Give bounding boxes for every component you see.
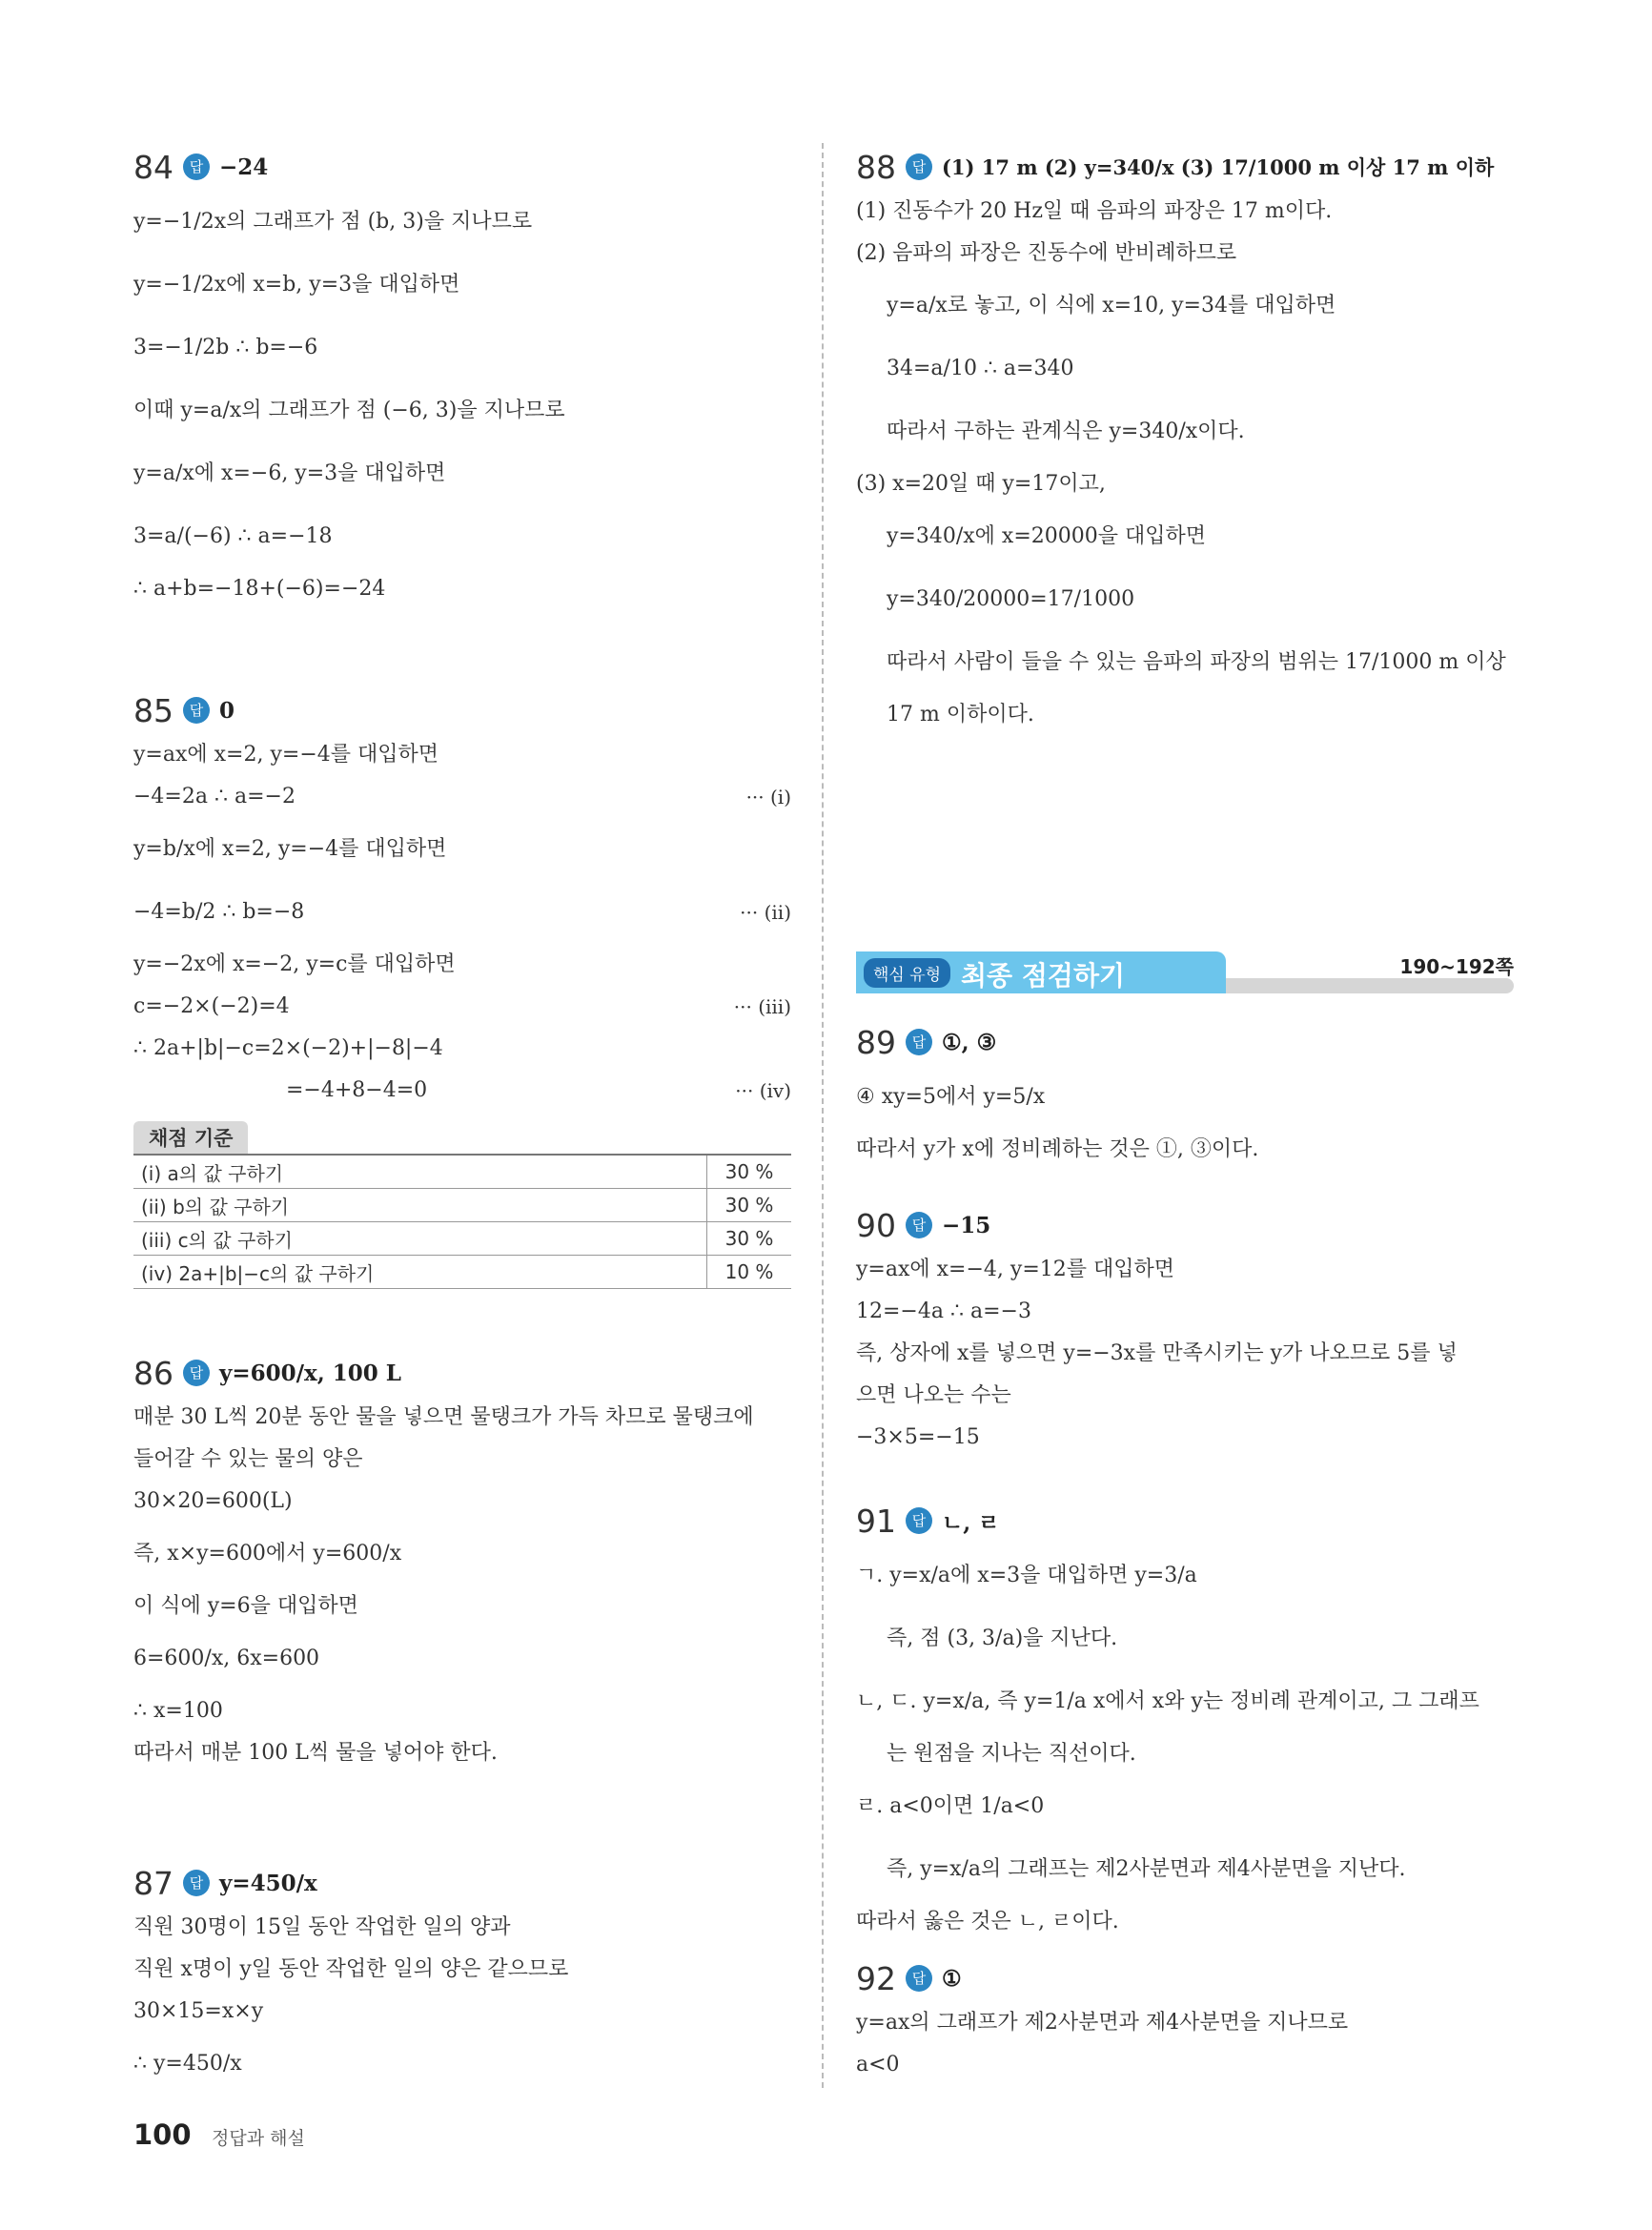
line: a<0 — [856, 2053, 900, 2077]
line: 즉, x×y=600에서 y=600/x — [133, 1542, 402, 1565]
step-tag: ··· (i) — [745, 786, 791, 808]
problem-92 — [856, 1954, 1514, 2086]
line: −3×5=−15 — [856, 1425, 980, 1449]
line-text: =−4+8−4=0 — [286, 1078, 428, 1102]
line: ∴ a+b=−18+(−6)=−24 — [133, 577, 386, 601]
problem-number: 91 — [856, 1502, 896, 1540]
answer: ㄴ, ㄹ — [942, 1509, 1000, 1536]
line: y=−1/2x의 그래프가 점 (b, 3)을 지나므로 — [133, 210, 533, 234]
line: y=340/x에 x=20000을 대입하면 — [887, 524, 1206, 548]
answer: y=600/x, 100 L — [219, 1360, 401, 1386]
line: 30×15=x×y — [133, 1999, 264, 2023]
line: ㄱ. y=x/a에 x=3을 대입하면 y=3/a — [856, 1564, 1197, 1587]
answer: ① — [942, 1965, 962, 1992]
line: 3=−1/2b ∴ b=−6 — [133, 336, 318, 359]
line-text: −4=2a ∴ a=−2 — [133, 785, 296, 808]
line: 6=600/x, 6x=600 — [133, 1647, 320, 1670]
grading-item: (iii) c의 값 구하기 — [133, 1222, 707, 1256]
line: y=−1/2x에 x=b, y=3을 대입하면 — [133, 273, 460, 297]
table-row — [133, 1189, 791, 1222]
step-tag: ··· (iii) — [733, 995, 791, 1018]
line: 는 원점을 지나는 직선이다. — [887, 1742, 1136, 1766]
grading-pct: 30 % — [707, 1189, 792, 1222]
grading-table — [133, 1154, 791, 1289]
step-tag: ··· (ii) — [740, 901, 791, 924]
line: y=ax의 그래프가 제2사분면과 제4사분면을 지나므로 — [856, 2011, 1349, 2035]
problem-number: 85 — [133, 691, 173, 729]
line: ∴ 2a+|b|−c=2×(−2)+|−8|−4 — [133, 1036, 443, 1060]
line: 따라서 옳은 것은 ㄴ, ㄹ이다. — [856, 1910, 1119, 1933]
table-row — [133, 1222, 791, 1256]
section-banner — [856, 951, 1514, 997]
page-number: 100 — [133, 2118, 192, 2151]
line: ④ xy=5에서 y=5/x — [856, 1085, 1046, 1109]
line — [133, 1070, 791, 1112]
line: 이때 y=a/x의 그래프가 점 (−6, 3)을 지나므로 — [133, 399, 565, 422]
grading-item: (ii) b의 값 구하기 — [133, 1189, 707, 1222]
line: 따라서 사람이 들을 수 있는 음파의 파장의 범위는 17/1000 m 이상 — [887, 650, 1506, 674]
answer-badge: 답 — [183, 1870, 210, 1896]
grading-pct: 30 % — [707, 1222, 792, 1256]
answer: −15 — [942, 1212, 991, 1238]
table-row — [133, 1256, 791, 1289]
line: 따라서 구하는 관계식은 y=340/x이다. — [887, 419, 1245, 443]
table-row — [133, 1155, 791, 1189]
banner-bar — [1218, 978, 1514, 993]
problem-90 — [856, 1201, 1514, 1459]
problem-number: 90 — [856, 1206, 896, 1244]
line — [133, 881, 791, 944]
line: y=a/x에 x=−6, y=3을 대입하면 — [133, 461, 446, 485]
line: 으면 나오는 수는 — [856, 1383, 1011, 1407]
answer-badge: 답 — [906, 1965, 932, 1992]
answer: −24 — [219, 153, 269, 180]
banner-title: 최종 점검하기 — [961, 960, 1126, 992]
problem-87 — [133, 1859, 791, 2096]
line-text: −4=b/2 ∴ b=−8 — [133, 900, 305, 924]
line: y=−2x에 x=−2, y=c를 대입하면 — [133, 952, 456, 976]
line: ∴ x=100 — [133, 1699, 223, 1723]
column-divider — [822, 143, 824, 2088]
grading-pct: 30 % — [707, 1155, 792, 1189]
answer-badge: 답 — [183, 697, 210, 724]
problem-number: 84 — [133, 148, 173, 186]
answer: (1) 17 m (2) y=340/x (3) 17/1000 m 이상 17 m 이하 — [942, 155, 1495, 179]
line: 직원 x명이 y일 동안 작업한 일의 양은 같으므로 — [133, 1957, 569, 1981]
line: 3=a/(−6) ∴ a=−18 — [133, 524, 333, 548]
line: 12=−4a ∴ a=−3 — [856, 1299, 1031, 1323]
line — [133, 986, 791, 1028]
line: y=ax에 x=2, y=−4를 대입하면 — [133, 743, 439, 767]
answer-badge: 답 — [906, 153, 932, 180]
line: (1) 진동수가 20 Hz일 때 음파의 파장은 17 m이다. — [856, 199, 1333, 223]
grading-pct: 10 % — [707, 1256, 792, 1289]
line: 이 식에 y=6을 대입하면 — [133, 1594, 358, 1618]
line: ㄹ. a<0이면 1/a<0 — [856, 1794, 1045, 1818]
problem-number: 92 — [856, 1959, 896, 1997]
line: 17 m 이하이다. — [887, 703, 1034, 726]
problem-85 — [133, 686, 791, 1289]
problem-number: 86 — [133, 1354, 173, 1392]
line: y=340/20000=17/1000 — [887, 587, 1135, 611]
problem-number: 87 — [133, 1864, 173, 1902]
answer: y=450/x — [219, 1870, 317, 1896]
problem-91 — [856, 1497, 1514, 1943]
answer-badge: 답 — [906, 1507, 932, 1534]
answer: ①, ③ — [942, 1029, 997, 1055]
step-tag: ··· (iv) — [735, 1079, 791, 1102]
line: 따라서 매분 100 L씩 물을 넣어야 한다. — [133, 1741, 498, 1765]
line: 들어갈 수 있는 물의 양은 — [133, 1447, 363, 1471]
problem-89 — [856, 1018, 1514, 1171]
line: 즉, y=x/a의 그래프는 제2사분면과 제4사분면을 지난다. — [887, 1857, 1406, 1881]
grading-item: (iv) 2a+|b|−c의 값 구하기 — [133, 1256, 707, 1289]
problem-84 — [133, 143, 791, 610]
grading-criteria — [133, 1121, 791, 1289]
line: y=ax에 x=−4, y=12를 대입하면 — [856, 1258, 1174, 1281]
line: (3) x=20일 때 y=17이고, — [856, 472, 1106, 496]
answer-badge: 답 — [906, 1212, 932, 1238]
line: 직원 30명이 15일 동안 작업한 일의 양과 — [133, 1915, 511, 1939]
banner-tag: 핵심 유형 — [864, 958, 950, 988]
line: ㄴ, ㄷ. y=x/a, 즉 y=1/a x에서 x와 y는 정비례 관계이고, 그 그래프 — [856, 1689, 1479, 1713]
line: 34=a/10 ∴ a=340 — [887, 357, 1074, 380]
answer-badge: 답 — [183, 1360, 210, 1386]
problem-number: 88 — [856, 148, 896, 186]
line: 30×20=600(L) — [133, 1489, 293, 1513]
problem-number: 89 — [856, 1023, 896, 1061]
answer-badge: 답 — [906, 1029, 932, 1055]
line — [133, 776, 791, 818]
problem-86 — [133, 1349, 791, 1774]
grading-item: (i) a의 값 구하기 — [133, 1155, 707, 1189]
line: (2) 음파의 파장은 진동수에 반비례하므로 — [856, 241, 1237, 265]
line: 따라서 y가 x에 정비례하는 것은 ①, ③이다. — [856, 1137, 1259, 1161]
line-text: c=−2×(−2)=4 — [133, 994, 290, 1018]
line: y=b/x에 x=2, y=−4를 대입하면 — [133, 837, 447, 861]
line: y=a/x로 놓고, 이 식에 x=10, y=34를 대입하면 — [887, 294, 1336, 317]
line: 즉, 상자에 x를 넣으면 y=−3x를 만족시키는 y가 나오므로 5를 넣 — [856, 1341, 1458, 1365]
line: 매분 30 L씩 20분 동안 물을 넣으면 물탱크가 가득 차므로 물탱크에 — [133, 1405, 754, 1429]
answer: 0 — [219, 697, 235, 724]
footer-label: 정답과 해설 — [212, 2128, 305, 2149]
answer-badge: 답 — [183, 153, 210, 180]
grading-title: 채점 기준 — [133, 1121, 248, 1154]
line: 즉, 점 (3, 3/a)을 지난다. — [887, 1626, 1118, 1650]
problem-88 — [856, 143, 1514, 736]
line: ∴ y=450/x — [133, 2052, 242, 2076]
banner-pages: 190~192쪽 — [1399, 955, 1514, 978]
